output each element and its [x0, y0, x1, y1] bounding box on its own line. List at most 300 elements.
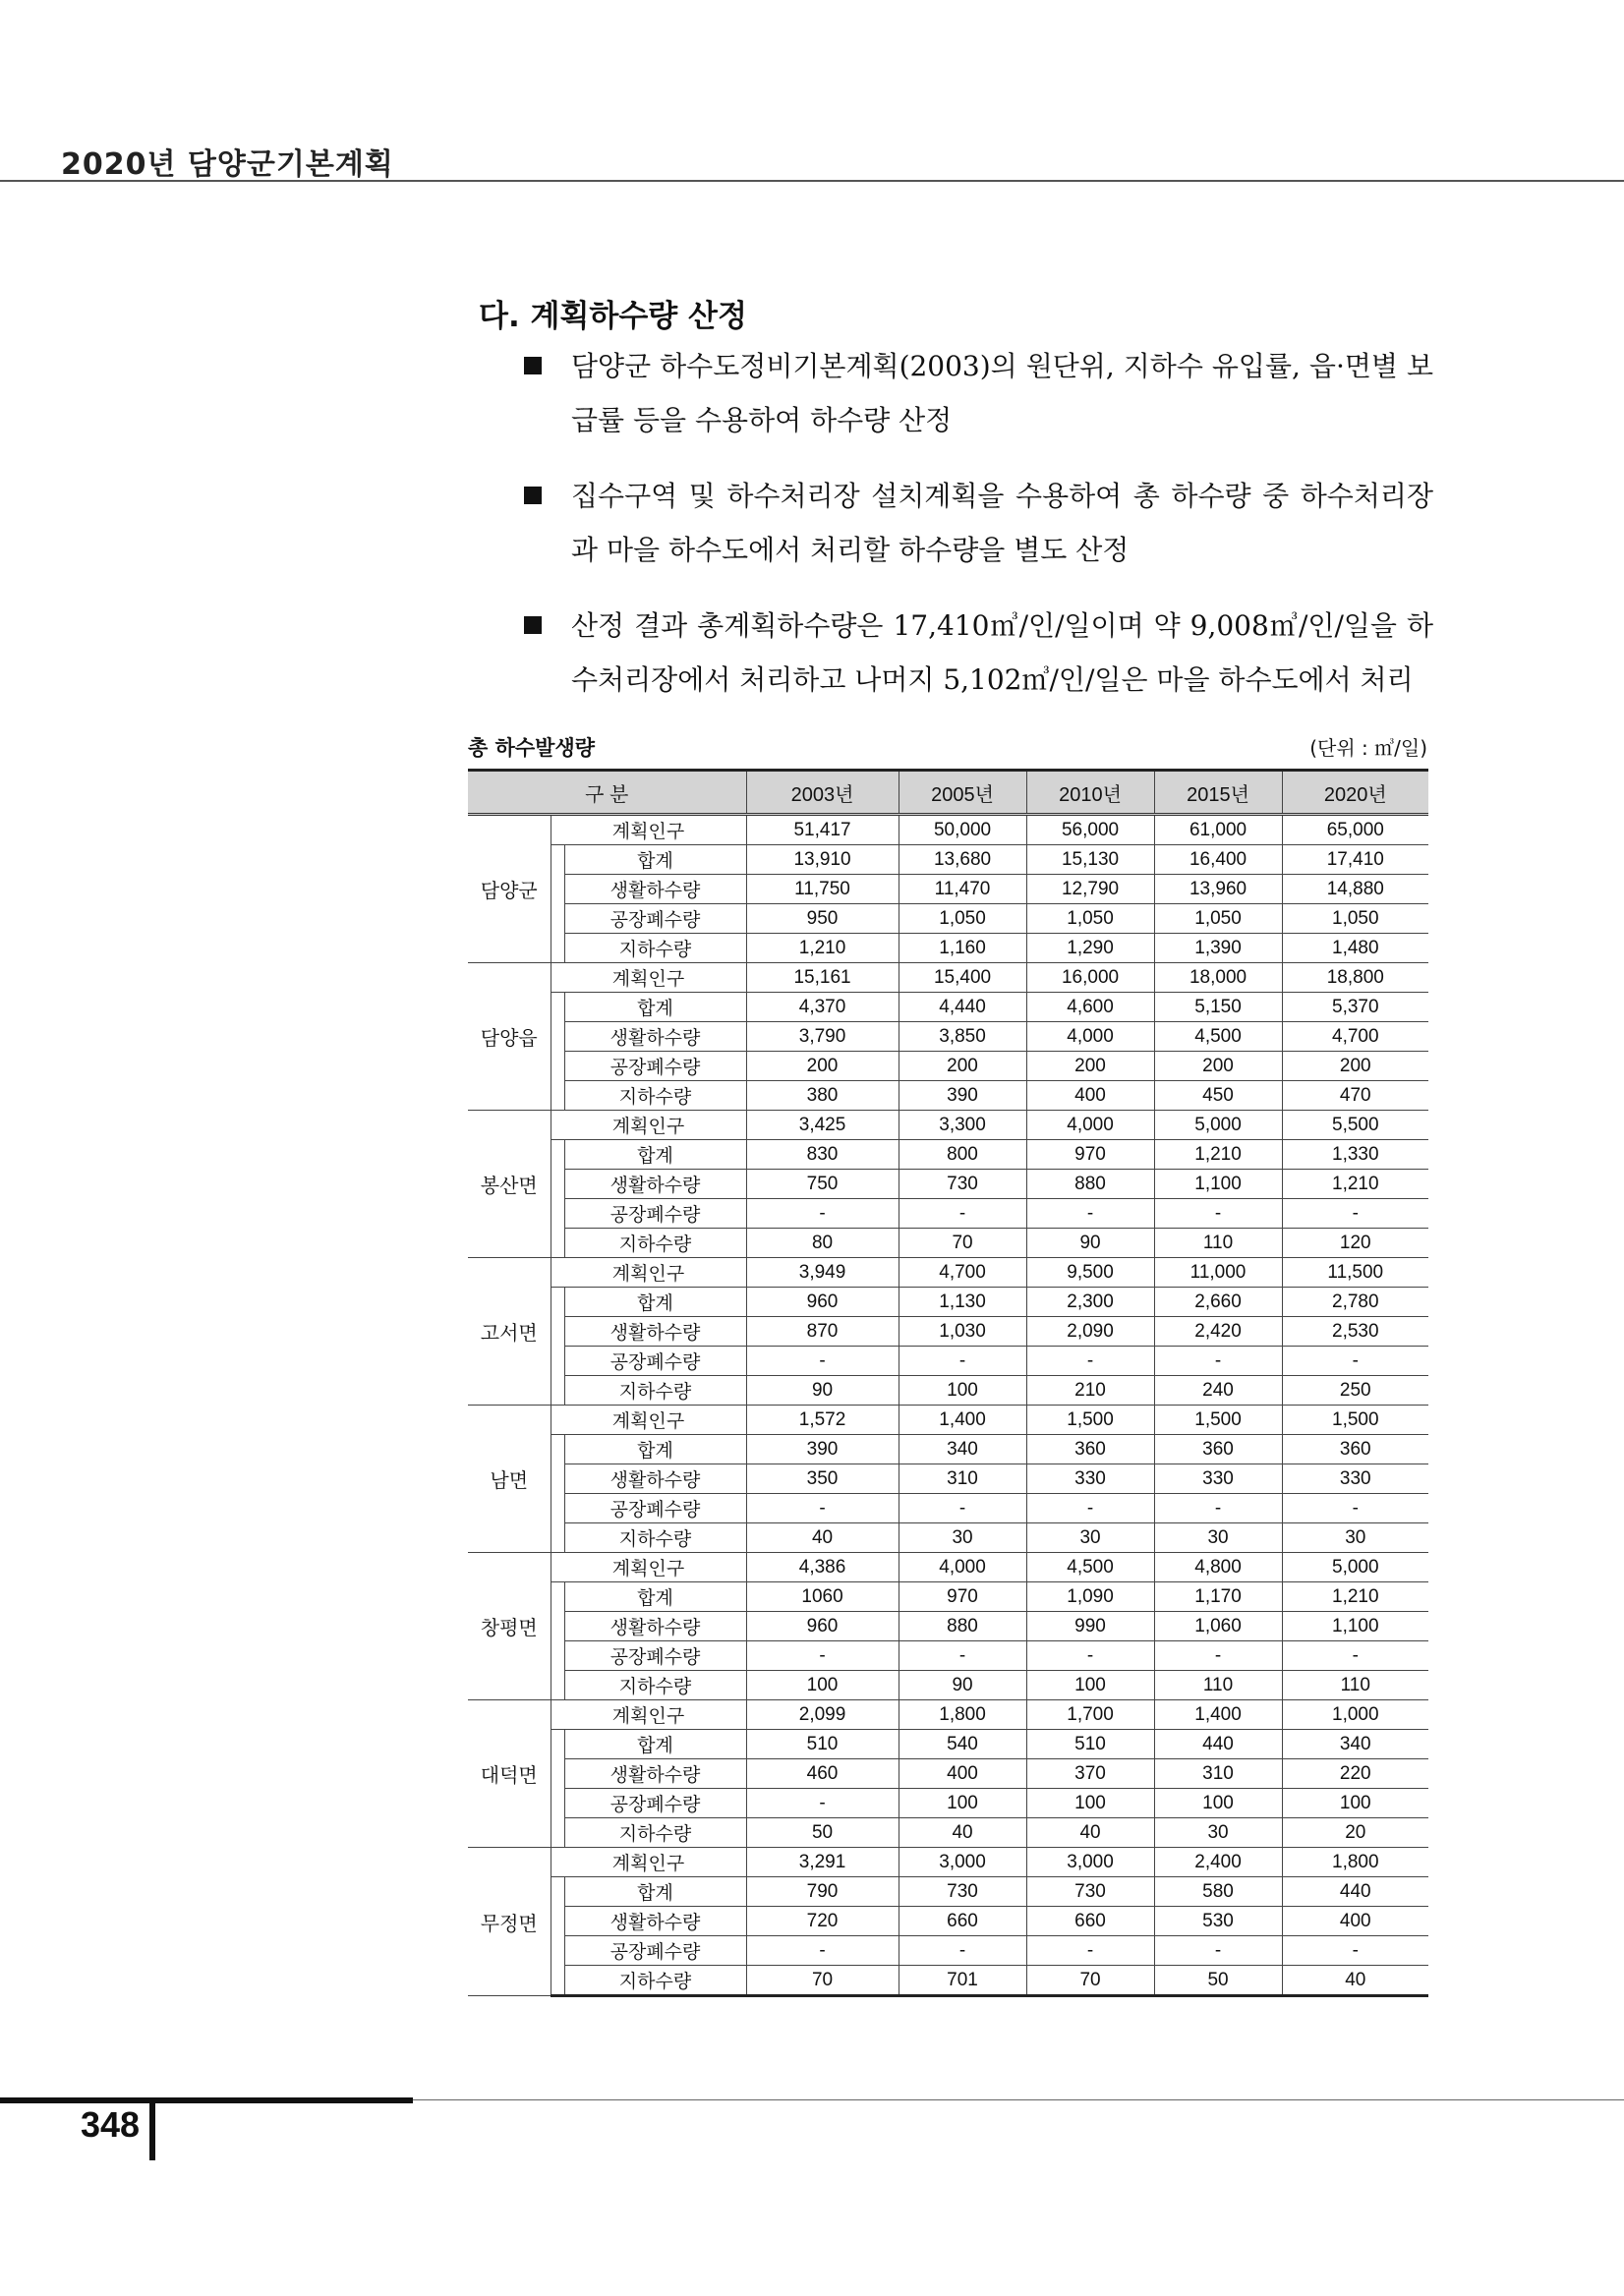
running-header-title: 2020년 담양군기본계획: [61, 147, 394, 182]
value-cell: 1,290: [1026, 934, 1154, 963]
value-cell: 1,480: [1282, 934, 1428, 963]
item-label: 공장폐수량: [564, 1494, 746, 1523]
indent-cell: [551, 1966, 564, 1996]
value-cell: 660: [899, 1907, 1026, 1936]
indent-cell: [551, 1523, 564, 1553]
table-unit: (단위 : ㎥/일): [1309, 736, 1427, 760]
item-label: 계획인구: [551, 1848, 746, 1877]
value-cell: -: [1282, 1641, 1428, 1671]
value-cell: 70: [899, 1229, 1026, 1258]
value-cell: -: [746, 1347, 899, 1376]
item-label: 지하수량: [564, 1818, 746, 1848]
value-cell: 400: [1282, 1907, 1428, 1936]
value-cell: 720: [746, 1907, 899, 1936]
value-cell: 1,572: [746, 1406, 899, 1435]
square-bullet-icon: [524, 487, 542, 504]
value-cell: 2,420: [1154, 1317, 1282, 1347]
value-cell: 1,030: [899, 1317, 1026, 1347]
value-cell: 350: [746, 1464, 899, 1494]
table-row: [468, 1317, 1428, 1347]
indent-cell: [551, 1877, 564, 1907]
value-cell: 90: [746, 1376, 899, 1406]
value-cell: 3,425: [746, 1111, 899, 1140]
value-cell: 120: [1282, 1229, 1428, 1258]
value-cell: 90: [1026, 1229, 1154, 1258]
value-cell: 400: [899, 1759, 1026, 1789]
value-cell: 70: [1026, 1966, 1154, 1996]
value-cell: 110: [1154, 1671, 1282, 1700]
value-cell: -: [746, 1641, 899, 1671]
item-label: 지하수량: [564, 1966, 746, 1996]
value-cell: 15,400: [899, 963, 1026, 993]
item-label: 지하수량: [564, 1671, 746, 1700]
table-row: [468, 1612, 1428, 1641]
item-label: 생활하수량: [564, 1464, 746, 1494]
value-cell: 220: [1282, 1759, 1428, 1789]
value-cell: 5,150: [1154, 993, 1282, 1022]
value-cell: 390: [746, 1435, 899, 1464]
page-number: 348: [81, 2104, 141, 2145]
table-row: [468, 1258, 1428, 1288]
table-row: [468, 1759, 1428, 1789]
indent-cell: [551, 1170, 564, 1199]
value-cell: 50,000: [899, 815, 1026, 845]
item-label: 생활하수량: [564, 1170, 746, 1199]
indent-cell: [551, 1140, 564, 1170]
value-cell: 15,130: [1026, 845, 1154, 875]
value-cell: 40: [1282, 1966, 1428, 1996]
square-bullet-icon: [524, 357, 542, 374]
region-name: 남면: [468, 1406, 551, 1553]
value-cell: 200: [899, 1052, 1026, 1081]
item-label: 공장폐수량: [564, 1347, 746, 1376]
table-row: [468, 875, 1428, 904]
value-cell: -: [899, 1199, 1026, 1229]
value-cell: -: [746, 1494, 899, 1523]
value-cell: -: [746, 1789, 899, 1818]
value-cell: 1,000: [1282, 1700, 1428, 1730]
table-row: [468, 845, 1428, 875]
value-cell: 1,400: [899, 1406, 1026, 1435]
value-cell: 1,050: [1026, 904, 1154, 934]
indent-cell: [551, 1671, 564, 1700]
value-cell: 1,130: [899, 1288, 1026, 1317]
value-cell: -: [1154, 1641, 1282, 1671]
footer-divider: [413, 2099, 1624, 2100]
value-cell: 100: [899, 1789, 1026, 1818]
value-cell: 13,910: [746, 845, 899, 875]
value-cell: 1,210: [1154, 1140, 1282, 1170]
item-label: 생활하수량: [564, 1317, 746, 1347]
indent-cell: [551, 1435, 564, 1464]
table-row: [468, 934, 1428, 963]
value-cell: -: [1026, 1494, 1154, 1523]
value-cell: 4,500: [1026, 1553, 1154, 1582]
value-cell: -: [1026, 1199, 1154, 1229]
value-cell: 400: [1026, 1081, 1154, 1111]
value-cell: 200: [1282, 1052, 1428, 1081]
item-label: 지하수량: [564, 934, 746, 963]
value-cell: 1,210: [1282, 1170, 1428, 1199]
value-cell: 4,000: [899, 1553, 1026, 1582]
indent-cell: [551, 1641, 564, 1671]
sewage-table: [468, 769, 1428, 1997]
value-cell: 800: [899, 1140, 1026, 1170]
table-row: [468, 1848, 1428, 1877]
value-cell: 100: [1282, 1789, 1428, 1818]
table-body: [468, 815, 1428, 1996]
value-cell: -: [1282, 1936, 1428, 1966]
header-year: 2010년: [1026, 771, 1154, 815]
value-cell: 40: [1026, 1818, 1154, 1848]
table-row: [468, 963, 1428, 993]
value-cell: 30: [1154, 1818, 1282, 1848]
value-cell: 950: [746, 904, 899, 934]
value-cell: 2,780: [1282, 1288, 1428, 1317]
table-row: [468, 1081, 1428, 1111]
region-name: 봉산면: [468, 1111, 551, 1258]
item-label: 합계: [564, 1582, 746, 1612]
value-cell: 1,170: [1154, 1582, 1282, 1612]
value-cell: 1,100: [1154, 1170, 1282, 1199]
header-year: 2015년: [1154, 771, 1282, 815]
table-header-row: [468, 771, 1428, 815]
indent-cell: [551, 1730, 564, 1759]
value-cell: 100: [746, 1671, 899, 1700]
value-cell: 310: [899, 1464, 1026, 1494]
value-cell: 540: [899, 1730, 1026, 1759]
item-label: 지하수량: [564, 1229, 746, 1258]
bullet-item: [524, 599, 1433, 707]
value-cell: 40: [746, 1523, 899, 1553]
value-cell: 100: [899, 1376, 1026, 1406]
value-cell: 1,210: [746, 934, 899, 963]
table-row: [468, 1347, 1428, 1376]
value-cell: 51,417: [746, 815, 899, 845]
value-cell: 510: [1026, 1730, 1154, 1759]
value-cell: 2,090: [1026, 1317, 1154, 1347]
value-cell: 970: [1026, 1140, 1154, 1170]
value-cell: -: [1154, 1494, 1282, 1523]
item-label: 생활하수량: [564, 1612, 746, 1641]
value-cell: -: [746, 1199, 899, 1229]
value-cell: -: [1026, 1347, 1154, 1376]
table-row: [468, 1671, 1428, 1700]
region-name: 창평면: [468, 1553, 551, 1700]
value-cell: 1,400: [1154, 1700, 1282, 1730]
value-cell: 240: [1154, 1376, 1282, 1406]
value-cell: 3,000: [1026, 1848, 1154, 1877]
item-label: 합계: [564, 1288, 746, 1317]
value-cell: -: [899, 1494, 1026, 1523]
indent-cell: [551, 875, 564, 904]
indent-cell: [551, 1789, 564, 1818]
value-cell: 11,500: [1282, 1258, 1428, 1288]
value-cell: 9,500: [1026, 1258, 1154, 1288]
header-divider: [0, 180, 1624, 182]
value-cell: 3,850: [899, 1022, 1026, 1052]
indent-cell: [551, 1759, 564, 1789]
value-cell: 2,400: [1154, 1848, 1282, 1877]
value-cell: 3,300: [899, 1111, 1026, 1140]
value-cell: 20: [1282, 1818, 1428, 1848]
item-label: 합계: [564, 845, 746, 875]
bullet-item: [524, 469, 1433, 577]
item-label: 계획인구: [551, 1406, 746, 1435]
item-label: 공장폐수량: [564, 904, 746, 934]
value-cell: 16,000: [1026, 963, 1154, 993]
value-cell: 100: [1026, 1671, 1154, 1700]
value-cell: 200: [746, 1052, 899, 1081]
value-cell: 1,500: [1026, 1406, 1154, 1435]
item-label: 생활하수량: [564, 1022, 746, 1052]
indent-cell: [551, 1317, 564, 1347]
value-cell: 4,386: [746, 1553, 899, 1582]
value-cell: 100: [1154, 1789, 1282, 1818]
item-label: 공장폐수량: [564, 1052, 746, 1081]
value-cell: 100: [1026, 1789, 1154, 1818]
footer-bar: [0, 2097, 413, 2103]
value-cell: 15,161: [746, 963, 899, 993]
value-cell: 5,000: [1282, 1553, 1428, 1582]
value-cell: 4,700: [1282, 1022, 1428, 1052]
value-cell: 440: [1154, 1730, 1282, 1759]
indent-cell: [551, 1376, 564, 1406]
value-cell: 65,000: [1282, 815, 1428, 845]
value-cell: 330: [1154, 1464, 1282, 1494]
value-cell: 380: [746, 1081, 899, 1111]
value-cell: 1,160: [899, 934, 1026, 963]
value-cell: 4,440: [899, 993, 1026, 1022]
value-cell: 510: [746, 1730, 899, 1759]
value-cell: 360: [1282, 1435, 1428, 1464]
indent-cell: [551, 904, 564, 934]
value-cell: 18,000: [1154, 963, 1282, 993]
indent-cell: [551, 1464, 564, 1494]
indent-cell: [551, 1936, 564, 1966]
value-cell: 1,700: [1026, 1700, 1154, 1730]
table-row: [468, 1288, 1428, 1317]
value-cell: 4,000: [1026, 1111, 1154, 1140]
value-cell: 2,300: [1026, 1288, 1154, 1317]
value-cell: 880: [1026, 1170, 1154, 1199]
value-cell: 4,370: [746, 993, 899, 1022]
value-cell: 4,500: [1154, 1022, 1282, 1052]
table-row: [468, 1435, 1428, 1464]
value-cell: 370: [1026, 1759, 1154, 1789]
value-cell: 90: [899, 1671, 1026, 1700]
value-cell: 330: [1026, 1464, 1154, 1494]
item-label: 지하수량: [564, 1376, 746, 1406]
value-cell: 200: [1026, 1052, 1154, 1081]
value-cell: 4,700: [899, 1258, 1026, 1288]
region-name: 고서면: [468, 1258, 551, 1406]
value-cell: 340: [1282, 1730, 1428, 1759]
indent-cell: [551, 845, 564, 875]
item-label: 계획인구: [551, 1700, 746, 1730]
table-row: [468, 1464, 1428, 1494]
value-cell: 40: [899, 1818, 1026, 1848]
table-caption: 총 하수발생량: [468, 736, 596, 760]
value-cell: 730: [899, 1877, 1026, 1907]
square-bullet-icon: [524, 616, 542, 634]
header-category: 구 분: [468, 771, 746, 815]
table-row: [468, 993, 1428, 1022]
table-row: [468, 1877, 1428, 1907]
value-cell: 13,960: [1154, 875, 1282, 904]
value-cell: -: [1154, 1347, 1282, 1376]
value-cell: 580: [1154, 1877, 1282, 1907]
value-cell: 360: [1026, 1435, 1154, 1464]
value-cell: 450: [1154, 1081, 1282, 1111]
value-cell: 50: [746, 1818, 899, 1848]
item-label: 합계: [564, 1435, 746, 1464]
value-cell: 110: [1154, 1229, 1282, 1258]
value-cell: 2,099: [746, 1700, 899, 1730]
value-cell: 3,291: [746, 1848, 899, 1877]
value-cell: 870: [746, 1317, 899, 1347]
item-label: 계획인구: [551, 1111, 746, 1140]
bullet-item: [524, 339, 1433, 447]
value-cell: 1,500: [1282, 1406, 1428, 1435]
table-row: [468, 1406, 1428, 1435]
table-row: [468, 1818, 1428, 1848]
value-cell: 1,100: [1282, 1612, 1428, 1641]
indent-cell: [551, 1907, 564, 1936]
value-cell: 990: [1026, 1612, 1154, 1641]
value-cell: 12,790: [1026, 875, 1154, 904]
value-cell: -: [1026, 1936, 1154, 1966]
value-cell: 5,000: [1154, 1111, 1282, 1140]
table-row: [468, 1140, 1428, 1170]
value-cell: 17,410: [1282, 845, 1428, 875]
table-row: [468, 1052, 1428, 1081]
value-cell: 56,000: [1026, 815, 1154, 845]
value-cell: 750: [746, 1170, 899, 1199]
value-cell: 70: [746, 1966, 899, 1996]
value-cell: 5,370: [1282, 993, 1428, 1022]
table-row: [468, 815, 1428, 845]
bullet-text: 담양군 하수도정비기본계획(2003)의 원단위, 지하수 유입률, 읍·면별 보급률 등을 수용하여 하수량 산정: [571, 350, 1433, 436]
value-cell: 80: [746, 1229, 899, 1258]
value-cell: 30: [1282, 1523, 1428, 1553]
item-label: 생활하수량: [564, 1907, 746, 1936]
value-cell: -: [1154, 1199, 1282, 1229]
indent-cell: [551, 993, 564, 1022]
value-cell: 30: [1154, 1523, 1282, 1553]
table-row: [468, 1730, 1428, 1759]
value-cell: 3,949: [746, 1258, 899, 1288]
value-cell: 470: [1282, 1081, 1428, 1111]
item-label: 합계: [564, 1730, 746, 1759]
item-label: 계획인구: [551, 1553, 746, 1582]
indent-cell: [551, 1052, 564, 1081]
bullet-list: [524, 339, 1433, 728]
value-cell: -: [1026, 1641, 1154, 1671]
value-cell: -: [1282, 1347, 1428, 1376]
value-cell: 730: [899, 1170, 1026, 1199]
table-row: [468, 1966, 1428, 1996]
indent-cell: [551, 1494, 564, 1523]
indent-cell: [551, 1612, 564, 1641]
table-row: [468, 1022, 1428, 1052]
value-cell: -: [899, 1347, 1026, 1376]
value-cell: 730: [1026, 1877, 1154, 1907]
value-cell: 1,090: [1026, 1582, 1154, 1612]
value-cell: 310: [1154, 1759, 1282, 1789]
table-row: [468, 1582, 1428, 1612]
value-cell: -: [746, 1936, 899, 1966]
item-label: 지하수량: [564, 1523, 746, 1553]
value-cell: 250: [1282, 1376, 1428, 1406]
region-name: 무정면: [468, 1848, 551, 1996]
value-cell: 340: [899, 1435, 1026, 1464]
value-cell: 1,500: [1154, 1406, 1282, 1435]
value-cell: 14,880: [1282, 875, 1428, 904]
value-cell: 4,000: [1026, 1022, 1154, 1052]
table-row: [468, 904, 1428, 934]
value-cell: 3,000: [899, 1848, 1026, 1877]
table-row: [468, 1229, 1428, 1258]
item-label: 생활하수량: [564, 875, 746, 904]
value-cell: -: [1154, 1936, 1282, 1966]
value-cell: 13,680: [899, 845, 1026, 875]
value-cell: 200: [1154, 1052, 1282, 1081]
value-cell: 880: [899, 1612, 1026, 1641]
table-row: [468, 1789, 1428, 1818]
value-cell: 11,000: [1154, 1258, 1282, 1288]
table-row: [468, 1494, 1428, 1523]
region-name: 담양군: [468, 815, 551, 963]
value-cell: 18,800: [1282, 963, 1428, 993]
value-cell: 30: [1026, 1523, 1154, 1553]
value-cell: 701: [899, 1966, 1026, 1996]
table-row: [468, 1907, 1428, 1936]
value-cell: 2,660: [1154, 1288, 1282, 1317]
item-label: 합계: [564, 993, 746, 1022]
indent-cell: [551, 1229, 564, 1258]
indent-cell: [551, 1347, 564, 1376]
indent-cell: [551, 1199, 564, 1229]
indent-cell: [551, 1081, 564, 1111]
table-row: [468, 1523, 1428, 1553]
table-row: [468, 1376, 1428, 1406]
header-year: 2003년: [746, 771, 899, 815]
value-cell: -: [1282, 1494, 1428, 1523]
value-cell: 970: [899, 1582, 1026, 1612]
value-cell: 5,500: [1282, 1111, 1428, 1140]
item-label: 공장폐수량: [564, 1936, 746, 1966]
value-cell: 390: [899, 1081, 1026, 1111]
value-cell: 660: [1026, 1907, 1154, 1936]
item-label: 합계: [564, 1140, 746, 1170]
table-row: [468, 1553, 1428, 1582]
indent-cell: [551, 1022, 564, 1052]
indent-cell: [551, 1582, 564, 1612]
table-row: [468, 1170, 1428, 1199]
value-cell: 1,050: [899, 904, 1026, 934]
value-cell: 790: [746, 1877, 899, 1907]
value-cell: 4,800: [1154, 1553, 1282, 1582]
value-cell: 30: [899, 1523, 1026, 1553]
value-cell: 61,000: [1154, 815, 1282, 845]
value-cell: -: [899, 1936, 1026, 1966]
item-label: 공장폐수량: [564, 1641, 746, 1671]
section-title: 다. 계획하수량 산정: [479, 299, 747, 334]
value-cell: 360: [1154, 1435, 1282, 1464]
value-cell: 3,790: [746, 1022, 899, 1052]
value-cell: 830: [746, 1140, 899, 1170]
